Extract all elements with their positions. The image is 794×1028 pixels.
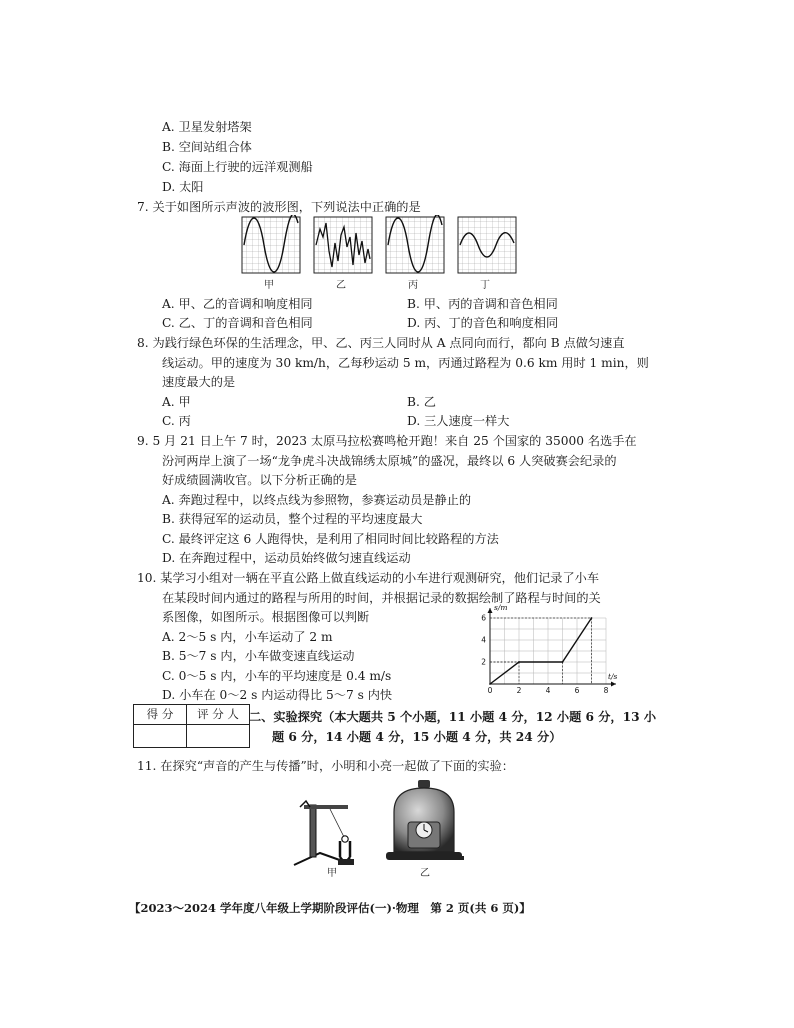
q11-label-jia: 甲 xyxy=(327,868,337,879)
y-tick-label: 4 xyxy=(481,635,486,645)
data-point xyxy=(489,683,491,685)
waveform-jia xyxy=(242,215,300,273)
data-point xyxy=(518,661,520,663)
q8-stem-line3: 速度最大的是 xyxy=(162,375,236,389)
wave-label-ding: 丁 xyxy=(480,280,490,291)
x-tick-label: 4 xyxy=(545,686,551,695)
score-header: 得 分 xyxy=(134,705,187,725)
tuning-fork-pendulum-icon xyxy=(290,797,370,869)
wave-label-jia: 甲 xyxy=(264,280,274,291)
q8-stem-line1: 8. 为践行绿色环保的生活理念，甲、乙、丙三人同时从 A 点同向而行，都向 B 点做匀速直 xyxy=(137,336,625,350)
x-axis-arrow xyxy=(611,682,616,687)
score-table xyxy=(133,704,250,748)
grader-cell xyxy=(187,725,250,748)
q6-option-c: C. 海面上行驶的远洋观测船 xyxy=(162,160,313,174)
waveform-ding xyxy=(458,217,516,273)
x-tick-label: 0 xyxy=(487,686,493,695)
q8-option-d: D. 三人速度一样大 xyxy=(407,414,510,428)
x-tick-label: 2 xyxy=(516,686,522,695)
q10-option-c: C. 0～5 s 内，小车的平均速度是 0.4 m/s xyxy=(162,669,392,683)
waveform-figure xyxy=(240,215,520,277)
q10-stem-line1: 10. 某学习小组对一辆在平直公路上做直线运动的小车进行观测研究，他们记录了小车 xyxy=(137,571,600,585)
q9-option-a: A. 奔跑过程中，以终点线为参照物，参赛运动员是静止的 xyxy=(162,493,472,507)
q8-option-a: A. 甲 xyxy=(162,395,191,409)
data-point xyxy=(591,617,593,619)
q6-option-a: A. 卫星发射塔架 xyxy=(162,120,252,134)
grader-header: 评 分 人 xyxy=(187,705,250,725)
q11-apparatus-jia xyxy=(290,797,370,869)
q9-option-d: D. 在奔跑过程中，运动员始终做匀速直线运动 xyxy=(162,551,411,565)
q10-stem-line2: 在某段时间内通过的路程与所用的时间，并根据记录的数据绘制了路程与时间的关 xyxy=(162,591,601,605)
q8-option-c: C. 丙 xyxy=(162,414,191,428)
q8-stem-line2: 线运动。甲的速度为 30 km/h，乙每秒运动 5 m，丙通过路程为 0.6 km 用时 1 min，则 xyxy=(162,356,649,370)
q9-option-c: C. 最终评定这 6 人跑得快，是利用了相同时间比较路程的方法 xyxy=(162,532,499,546)
q6-option-b: B. 空间站组合体 xyxy=(162,140,252,154)
q10-option-d: D. 小车在 0～2 s 内运动得比 5～7 s 内快 xyxy=(162,688,393,702)
section2-header-line1: 二、实验探究（本大题共 5 个小题，11 小题 4 分，12 小题 6 分，13 小 xyxy=(249,710,657,724)
q8-option-b: B. 乙 xyxy=(407,395,436,409)
q11-apparatus-yi xyxy=(384,778,464,868)
score-cell xyxy=(134,725,187,748)
y-tick-label: 6 xyxy=(481,613,486,623)
q7-option-d: D. 丙、丁的音色和响度相同 xyxy=(407,316,559,330)
q9-stem-line2: 汾河两岸上演了一场“龙争虎斗决战锦绣太原城”的盛况，最终以 6 人突破赛会纪录的 xyxy=(162,454,617,468)
q6-option-d: D. 太阳 xyxy=(162,180,204,194)
section2-header-line2: 题 6 分，14 小题 4 分，15 小题 4 分，共 24 分） xyxy=(272,730,562,744)
st-chart xyxy=(470,600,620,700)
q9-stem-line1: 9. 5 月 21 日上午 7 时，2023 太原马拉松赛鸣枪开跑！来自 25 个国家的 35000 名选手在 xyxy=(137,434,637,448)
q9-option-b: B. 获得冠军的运动员，整个过程的平均速度最大 xyxy=(162,512,423,526)
st-chart-svg xyxy=(470,600,620,700)
data-point xyxy=(562,661,564,663)
q10-stem-line3: 系图像，如图所示。根据图像可以判断 xyxy=(162,610,370,624)
y-axis-arrow xyxy=(488,608,493,613)
q11-stem: 11. 在探究“声音的产生与传播”时，小明和小亮一起做了下面的实验： xyxy=(137,759,514,773)
q7-option-b: B. 甲、丙的音调和音色相同 xyxy=(407,297,558,311)
waveform-yi xyxy=(314,217,372,273)
q10-option-a: A. 2～5 s 内，小车运动了 2 m xyxy=(162,630,333,644)
x-axis-label: t/s xyxy=(608,672,618,681)
q9-stem-line3: 好成绩圆满收官。以下分析正确的是 xyxy=(162,473,357,487)
x-tick-label: 6 xyxy=(574,686,580,695)
wave-label-bing: 丙 xyxy=(408,280,418,291)
q7-stem: 7. 关于如图所示声波的波形图，下列说法中正确的是 xyxy=(137,200,421,214)
x-tick-label: 8 xyxy=(603,686,609,695)
q11-label-yi: 乙 xyxy=(420,868,430,879)
q7-waveforms xyxy=(240,215,520,277)
bell-jar-icon xyxy=(384,778,464,868)
q7-option-a: A. 甲、乙的音调和响度相同 xyxy=(162,297,313,311)
q7-option-c: C. 乙、丁的音调和音色相同 xyxy=(162,316,313,330)
y-tick-label: 2 xyxy=(481,657,486,667)
page-footer: 【2023～2024 学年度八年级上学期阶段评估(一)·物理 第 2 页(共 6 页)】 xyxy=(129,901,531,915)
q10-option-b: B. 5～7 s 内，小车做变速直线运动 xyxy=(162,649,355,663)
waveform-bing xyxy=(386,215,444,273)
wave-label-yi: 乙 xyxy=(336,280,346,291)
y-axis-label: s/m xyxy=(494,603,508,612)
